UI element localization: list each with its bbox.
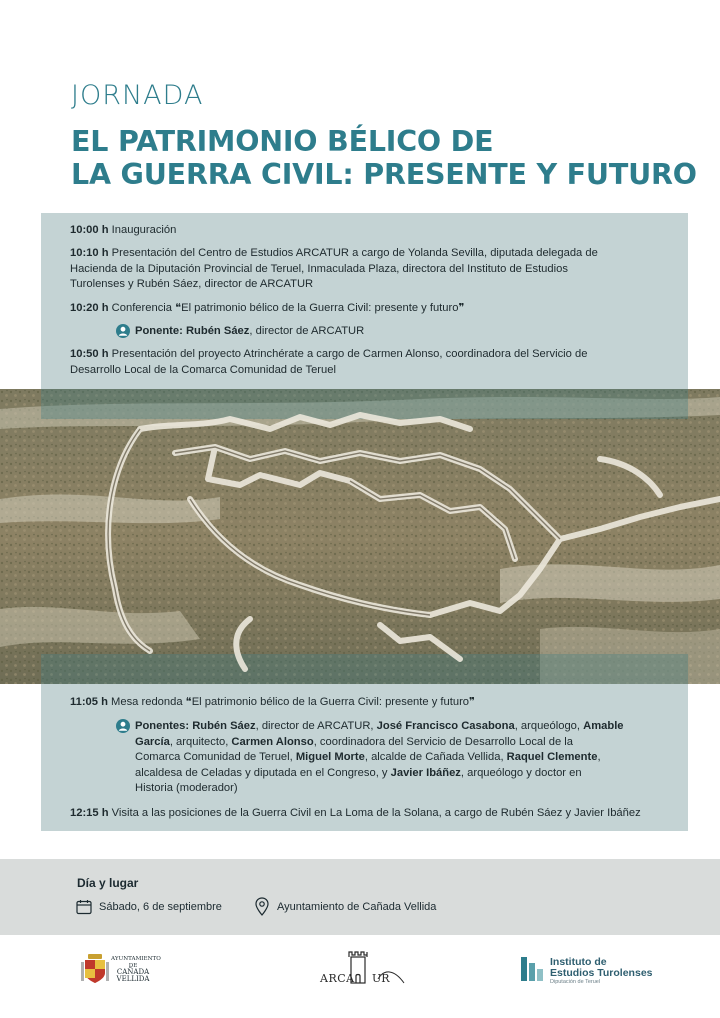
program-item-presentacion: [70, 246, 670, 293]
program-time: 10:50 h: [70, 348, 109, 360]
speaker-name: Miguel Morte: [295, 751, 365, 764]
info-band: [0, 859, 720, 935]
iet-logo-name: [550, 957, 653, 979]
speaker-role: Comarca Comunidad de Teruel,: [135, 751, 296, 764]
ayuntamiento-logo-text: [111, 956, 161, 983]
event-title-line-2: LA GUERRA CIVIL: PRESENTE Y FUTURO: [71, 158, 697, 191]
speaker-icon: [116, 324, 130, 338]
speakers-icon: [116, 719, 130, 733]
program-text: Visita a las posiciones de la Guerra Civil en La Loma de la Solana, a cargo de Rubén Sáez y Javier Ibáñez: [108, 807, 641, 819]
logo-text: Instituto de: [550, 956, 607, 968]
program-text: Turolenses y Rubén Sáez, director de ARCATUR: [70, 278, 314, 291]
logo-text: CAÑADA: [116, 968, 150, 976]
speaker-role: , arqueólogo y doctor en: [460, 766, 582, 779]
iet-logo-subtitle: Diputación de Teruel: [550, 979, 601, 985]
speaker-name: Raquel Clemente: [506, 751, 598, 764]
speaker-role: ,: [597, 751, 601, 764]
program-text: Mesa redonda ❝El patrimonio bélico de la Guerra Civil: presente y futuro❞: [107, 696, 476, 708]
speaker-role: , arqueólogo,: [514, 720, 584, 732]
program-band-bottom: [41, 684, 688, 831]
speaker-role: , director de ARCATUR,: [255, 720, 377, 732]
event-title: [71, 125, 697, 191]
calendar-icon: [76, 899, 92, 920]
event-kicker: JORNADA: [71, 80, 204, 111]
program-time: 11:05 h: [70, 696, 108, 708]
program-text: Inauguración: [108, 224, 177, 236]
program-item-inauguracion: [70, 223, 670, 239]
speaker-role: , alcalde de Cañada Vellida,: [364, 751, 507, 764]
speakers-label: Ponentes: Rubén Sáez: [135, 720, 256, 732]
speaker-role: , coordinadora del Servicio de Desarrollo Local de la: [313, 735, 574, 748]
location-pin-icon: [255, 897, 269, 921]
speaker-name: García: [135, 735, 170, 748]
event-date: Sábado, 6 de septiembre: [99, 901, 222, 913]
speaker-role: , arquitecto,: [169, 735, 232, 748]
info-title: Día y lugar: [77, 876, 139, 890]
speaker-role: Historia (moderador): [135, 782, 238, 795]
aerial-trench-photo: [0, 389, 720, 684]
speakers-paragraph: [135, 719, 665, 797]
speaker-name: Javier Ibáñez: [390, 766, 461, 779]
event-place: Ayuntamiento de Cañada Vellida: [277, 901, 437, 913]
coat-of-arms-icon: [80, 953, 110, 990]
speaker-role: alcaldesa de Celadas y diputada en el Congreso, y: [135, 766, 391, 779]
program-band-top: [41, 213, 688, 389]
program-time: 12:15 h: [70, 807, 109, 819]
event-title-line-1: EL PATRIMONIO BÉLICO DE: [71, 125, 494, 158]
speaker-line: [135, 324, 655, 340]
speaker-role: , director de ARCATUR: [249, 325, 365, 337]
speaker-name: José Francisco Casabona: [376, 720, 515, 732]
program-time: 10:10 h: [70, 247, 109, 259]
program-time: 10:00 h: [70, 224, 109, 236]
program-text: Conferencia ❝El patrimonio bélico de la Guerra Civil: presente y futuro❞: [108, 302, 465, 314]
program-text: Desarrollo Local de la Comarca Comunidad de Teruel: [70, 363, 336, 376]
program-text: Presentación del proyecto Atrinchérate a cargo de Carmen Alonso, coordinadora del Servicio de: [108, 348, 588, 360]
program-item-conferencia: [70, 301, 670, 317]
speaker-name: Carmen Alonso: [231, 735, 314, 748]
logo-text: AYUNTAMIENTO: [111, 956, 161, 962]
program-item-visita: [70, 806, 670, 822]
logo-text: VELLIDA: [116, 974, 150, 983]
iet-logo-mark-icon: [519, 955, 547, 988]
program-time: 10:20 h: [70, 302, 109, 314]
program-text: Hacienda de la Diputación Provincial de Teruel, Inmaculada Plaza, directora del Instituto de Estudios: [70, 262, 568, 275]
program-text: Presentación del Centro de Estudios ARCATUR a cargo de Yolanda Sevilla, diputada delegada de: [108, 247, 598, 259]
arcatur-logo-text-b: UR: [372, 972, 390, 985]
logo-text: Estudios Turolenses: [550, 967, 653, 979]
sponsor-logos: [0, 935, 720, 1018]
program-item-atrincherate: [70, 347, 670, 378]
speaker-label: Ponente: Rubén Sáez: [135, 325, 250, 337]
program-item-mesa-redonda: [70, 695, 670, 711]
logo-text: DE: [128, 962, 138, 969]
arcatur-logo-text-a: ARCA: [320, 972, 355, 985]
speaker-name: Amable: [583, 720, 624, 732]
